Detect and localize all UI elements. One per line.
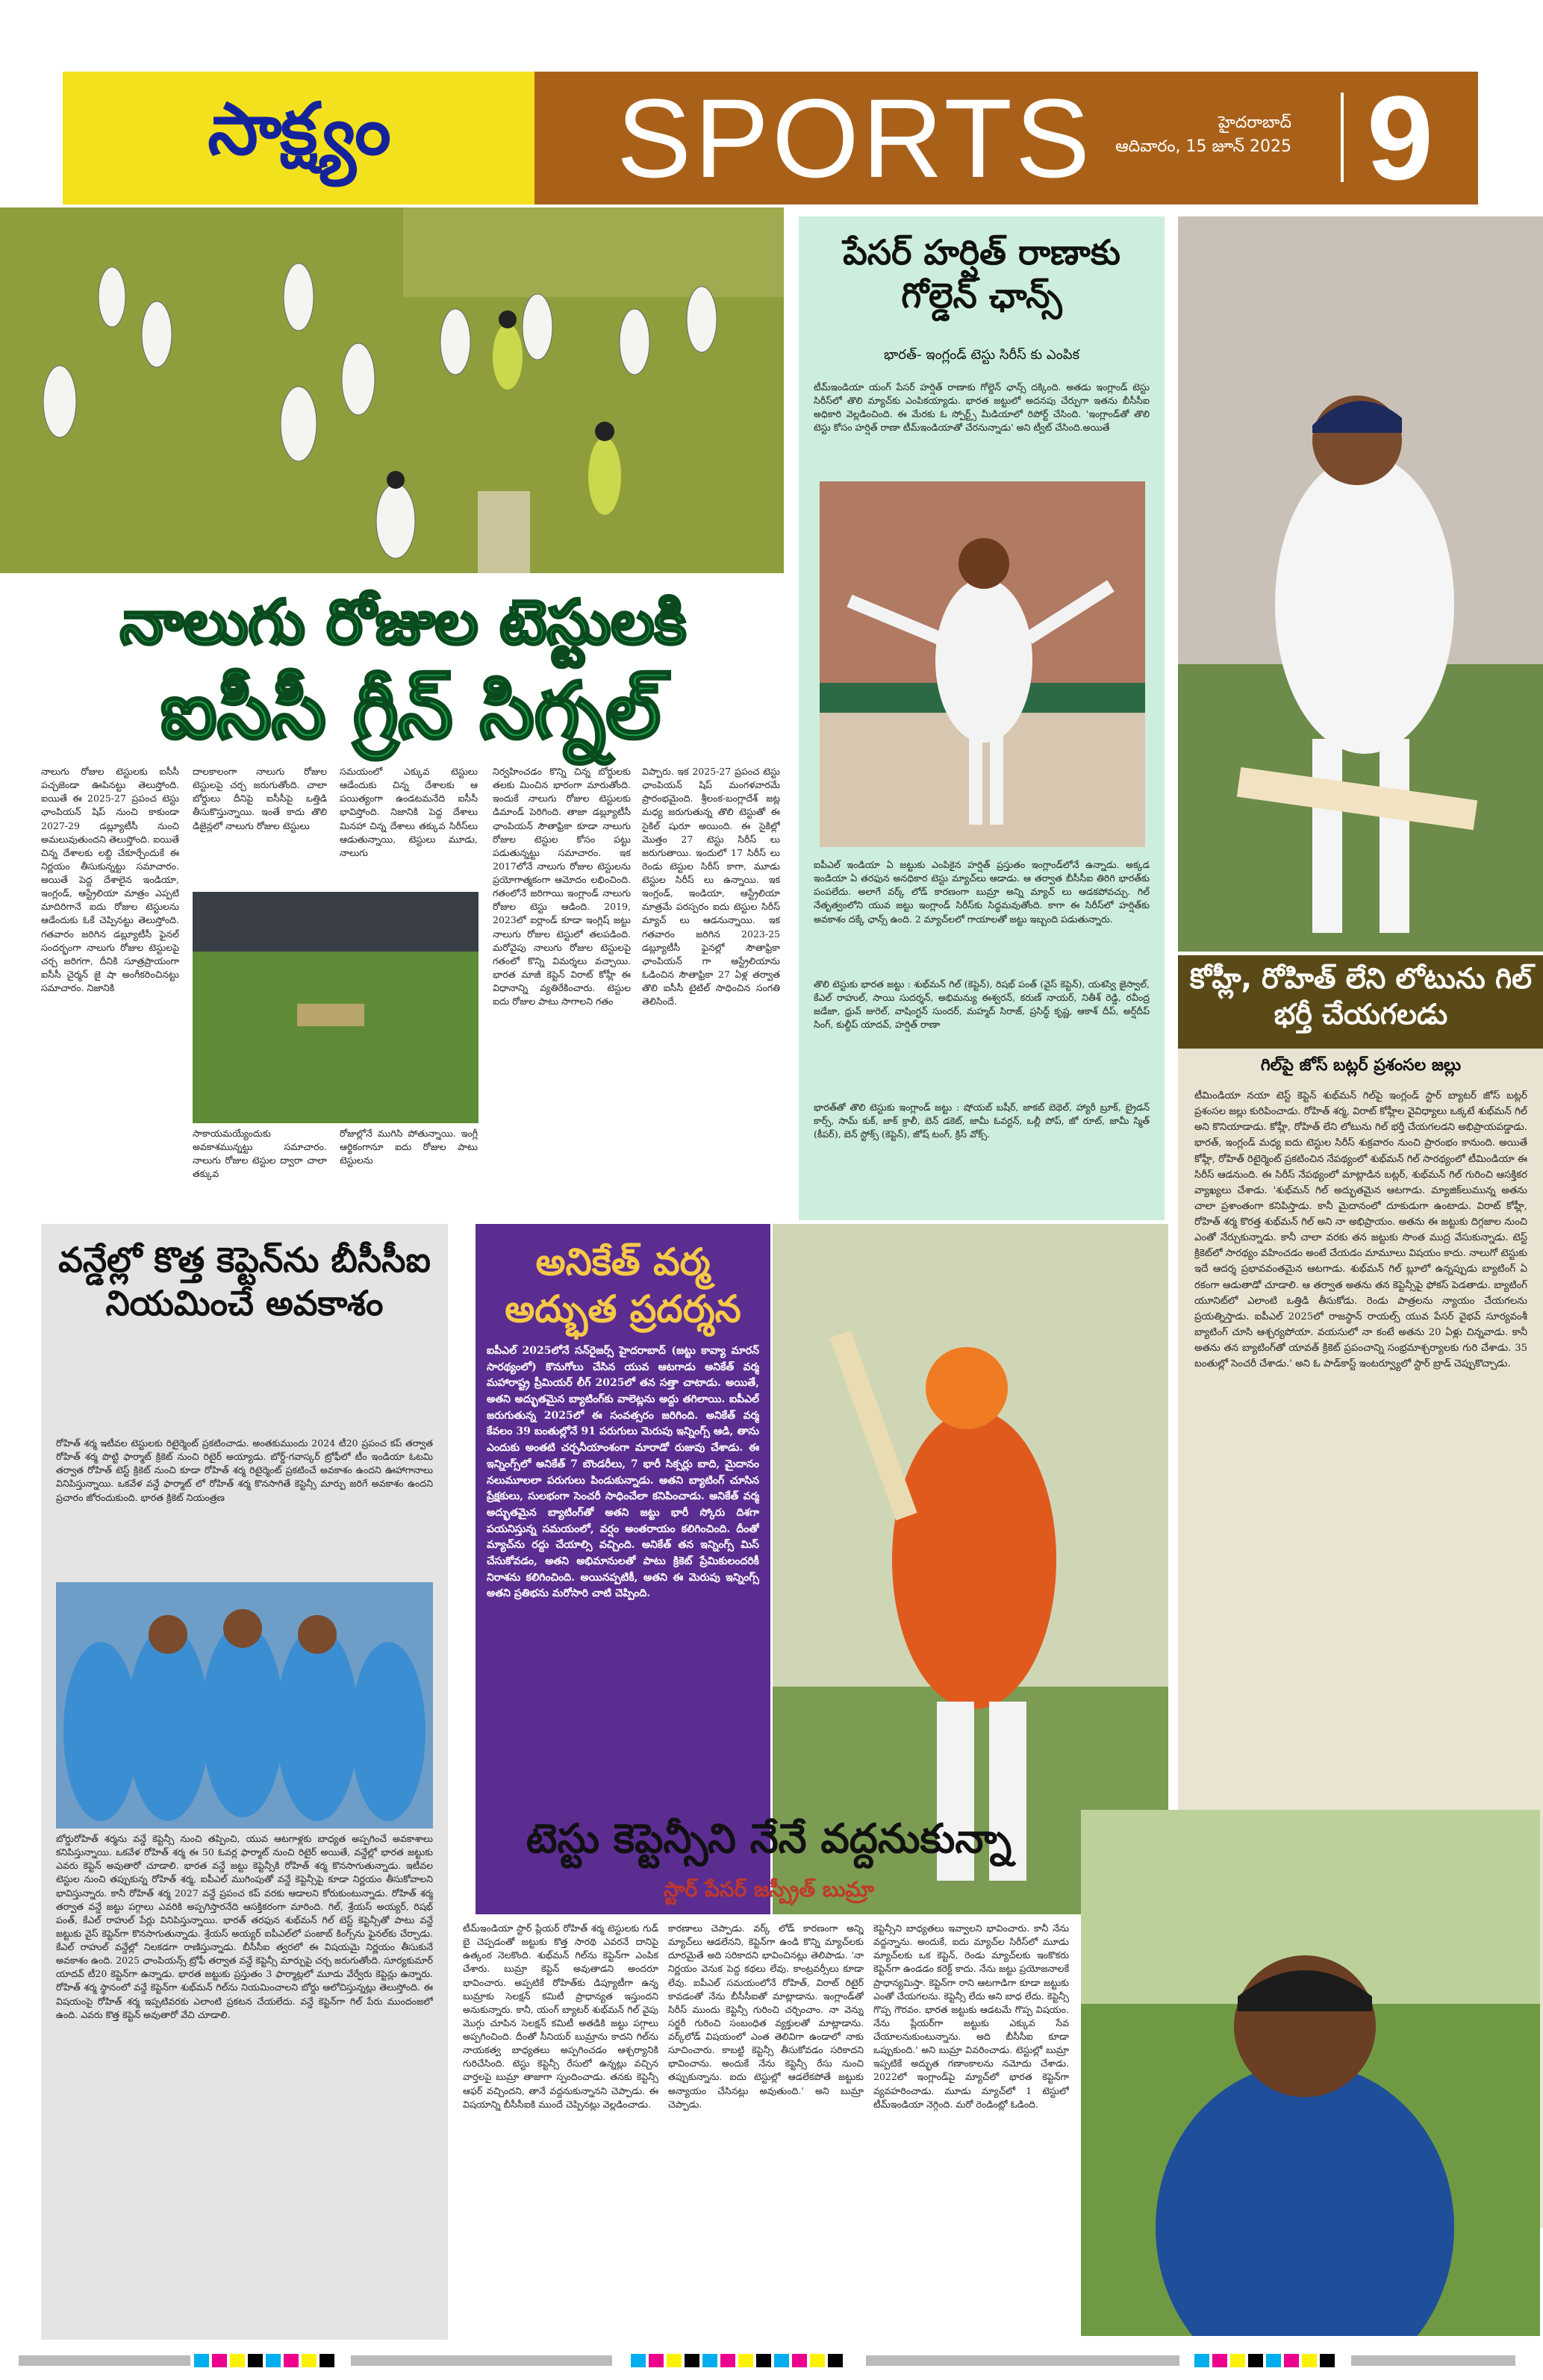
lead-story-col3b: రోజుల్లోనే ముగిసి పోతున్నాయి. ఇంగ్లీ ఆర్థికంగానూ ఐదు రోజుల పాటు టెస్టులను bbox=[340, 1128, 478, 1166]
lead-story-col1: నాలుగు రోజుల టెస్టులకు ఐసీసీ పచ్చజెండా ఊపినట్టు తెలుస్తోంది. ఐయితే ఈ 2025-27 ప్రపంచ టెస్టు ఛాంపియన్ షిప్ నుంచి కాకుండా 2027-29 డబ్ల్యూటీసీ నుంచి అమలువుతుందని తెలుస్తోంది. ఐయితే చిన్న దేశాలకు లబ్ది చేకూర్చేందుకే ఈ నిర్ణయం తీసుకున్నట్టు సమాచారం. అయితే పెద్ద దేశాలైన ఇండియా, ఇంగ్లండ్, ఆస్ట్రేలియా మాత్రం ఎప్పటి మాదిరిగానే ఐదు రోజుల టెస్టులను ఆడేందుకు ఓకే చెప్పినట్టు తెలుస్తోంది. గతవారం జరిగిన డబ్ల్యూటీసీ ఫైనల్ సందర్భంగా నాలుగు రోజుల టెస్టులపై చర్చ జరిగగా, దీనికి సూత్రప్రాయంగా ఐసీసీ చైర్మన్ జై షా అంగీకరించినట్టు సమాచారం. నిజానికి bbox=[41, 766, 179, 993]
bumrah-col1: టీమ్ఇండియా స్టార్ ప్లేయర్ రోహిత్ శర్మ టెస్టులకు గుడ్ బై చెప్పడంతో జట్టుకు కొత్త సారథి ఎవరనే దానిపై ఉత్కంఠ నెలకొంది. శుభ్‌మన్ గిల్‌ను కెప్టెన్‌గా ఎంపిక చేశారు. బుమ్రా కెప్టెన్ అవుతాడని అందరూ భావించారు. అప్పటికే రోహిత్‌కు డిప్యూటీగా ఉన్న బుమ్రాకు సెలక్షన్ కమిటీ ప్రాధాన్యత ఇస్తుందని అనుకున్నారు. కానీ, యంగ్ బ్యాటర్ శుభ్‌మన్ గిల్ వైపు మొగ్గు చూపిన సెలక్షన్ కమిటీ అతడికి జట్టు పగ్గాలు అప్పగించింది. దీంతో సీనియర్ బుమ్రాను కాదని గిల్‌ను నాయకత్వ బాధ్యతలు అప్పగించడం ఆశ్చర్యానికి గురిచేసింది. టెస్టు కెప్టెన్సీ రేసులో ఉన్నట్లు వచ్చిన వార్తలపై బుమ్రా తాజాగా స్పందించాడు. తనకు కెప్టెన్సీ ఆఫర్ వచ్చిందని, తానే వద్దనుకున్నానని చెప్పాడు. ఈ విషయాన్ని బీసీసీఐకి ముందే చెప్పినట్లు వెల్లడించాడు. bbox=[463, 1923, 658, 2110]
edition-city: హైదరాబాద్ bbox=[1218, 113, 1291, 132]
registration-bar-right bbox=[1351, 2355, 1515, 2366]
print-registration-marks bbox=[0, 2343, 1543, 2373]
section-title: SPORTS bbox=[617, 75, 1094, 201]
color-swatch-bar-left bbox=[194, 2354, 337, 2367]
batsman-illustration bbox=[1178, 216, 1543, 952]
harshit-squad: తొలి టెస్టుకు భారత జట్టు : శుభ్‌మన్ గిల్ (కెప్టెన్), రిషభ్ పంత్ (వైస్ కెప్టెన్), యశస్వి జైస్వాల్, కేఎల్ రాహుల్, సాయి సుదర్శన్, అభిమన్యు ఈశ్వరన్, కరుణ్ నాయర్, నితీశ్ రెడ్డి, రవీంద్ర జడేజా, ధ్రువ్ జురెల్, వాషింగ్టన్ సుందర్, మహ్మద్ సిరాజ్, ప్రసిద్ధ్ కృష్ణ, ఆకాశ్ దీప్, అర్ష్‌దీప్ సింగ్, కుల్దీప్ యాదవ్, హర్షిత్ రాణా bbox=[814, 978, 1150, 1031]
gill-subhead: గిల్‌పై జోస్ బట్లర్ ప్రశంసల జల్లు bbox=[1260, 1056, 1462, 1075]
harshit-headline: పేసర్ హర్షిత్ రాణాకు గోల్డెన్ ఛాన్స్ bbox=[843, 232, 1120, 316]
registration-bar-mid-left bbox=[351, 2355, 612, 2366]
color-swatch-bar-right bbox=[1194, 2354, 1338, 2367]
section-band bbox=[534, 72, 1478, 204]
team-huddle-photo bbox=[56, 1582, 433, 1828]
page-number: 9 bbox=[1367, 71, 1433, 204]
harshit-intro: టీమ్ఇండియా యంగ్ పేసర్ హర్షిత్ రాణాకు గోల్డెన్ ఛాన్స్ దక్కింది. అతడు ఇంగ్లాండ్ టెస్టు సిరీస్‌లో తొలి మ్యాచ్‌కు ఎంపికయ్యాడు. భారత జట్టులో అదనపు చేర్పుగా ఇతను బీసీసీఐ అధికారి వెల్లడించింది. ఈ మేరకు ఓ స్పోర్ట్స్ మీడియాలో రిపోర్ట్ చేసింది. 'ఇంగ్లాండ్‌తో తొలి టెస్టు కోసం హర్షిత్ రాణా టీమ్‌ఇండియాతో చేరనున్నాడు' అని ట్వీట్ చేసింది.అయితే bbox=[814, 381, 1150, 434]
bumrah-photo bbox=[1081, 1810, 1540, 2336]
bumrah-col2: కారణాలు చెప్పాడు. వర్క్‌ లోడ్ కారణంగా అన్ని మ్యాచ్‌లు ఆడలేనని, కెప్టెన్‌గా ఉండి కొన్ని మ్యాచ్‌లకు దూరమైతే అది సరికాదని భావించినట్లు తెలిపాడు. 'నా నిర్ణయం వెనుక పెద్ద కథలు లేవు. కాంట్రవర్సీలు కూడా లేవు. ఐపీఎల్ సమయంలోనే రోహిత్, విరాట్ రిటైర్ కావడంతో నేను బీసీసీఐతో మాట్లాడాను. ఇంగ్లాండ్‌తో సిరీస్ ముందు కెప్టెన్సీ గురించి చర్చించాం. నా వెన్ను సర్జరీ గురించి సంబంధిత వ్యక్తులతో మాట్లాడాను. వర్క్‌లోడ్ విషయంలో ఎంత తెలివిగా ఉండాలో నాకు సూచించారు. కాబట్టి కెప్టెన్సీ తీసుకోవడం సరికాదని భావించాను. అందుకే నేను కెప్టెన్సీ రేసు నుంచి తప్పుకున్నాను. ఐదు టెస్టుల్లో ఆడలేకపోతే జట్టుకు అన్యాయం చేసినట్లు అవుతుంది.' అని బుమ్రా చెప్పాడు. bbox=[668, 1923, 864, 2110]
gill-body: టీమిండియా నయా టెస్ట్ కెప్టెన్ శుభ్‌మన్ గిల్‌పై ఇంగ్లండ్ స్టార్ బ్యాటర్ జోస్ బట్లర్ ప్రశంసల జల్లు కురిపించాడు. రోహిత్ శర్మ, విరాట్ కోహ్లీల వైవిధ్యాలు ఒక్కటే శుభ్‌మన్ గిల్ అని కొనియాడాడు. కోహ్లీ, రోహిత్ లేని లోటును గిల్ భర్తీ చేయగలడని అభిప్రాయపడ్డాడు. భారత్, ఇంగ్లండ్ మధ్య ఐదు టెస్టుల సిరీస్ శుక్రవారం నుంచి ప్రారంభం కానుంది. అయితే కోహ్లీ, రోహిత్ రిటైర్మెంట్ ప్రకటించిన నేపథ్యంలో శుభ్‌మన్ గిల్ సారథ్యంలో టీమిండియా ఈ సిరీస్ ఆడనుంది. ఈ సిరీస్ నేపథ్యంలో మాట్లాడిన బట్లర్, శుభ్‌మన్ గిల్ గురించి ఆసక్తికర వ్యాఖ్యలు చేశాడు. 'శుభ్‌మన్ గిల్ అద్భుతమైన ఆటగాడు. మ్యాజిక్‌లుమున్న అతను చాలా ప్రశాంతంగా కనిపిస్తాడు. కానీ మైదానంలో దూకుడుగా ఉంటాడు. విరాట్ కోహ్లీ, రోహిత్ శర్మ కొరత్త శుభ్‌మన్ గిల్ అని నా అభిప్రాయం. అతను ఈ జట్టుకు దిగ్గజాల నుంచి ఎంతో నేర్చుకున్నాడు. కానీ చాలా వరకు తన జట్టుకు సొంత ముద్ర వేసుకున్నాడు. టెస్ట్ క్రికెట్‌లో సారథ్యం వహించడం అంటే చేయడం మామూలు విషయం కాదు. నాలుగో టెస్టుకు ఇదే ఆదర్శ ప్రభావవంతమైన ఆటగాడు. శుభ్‌మన్ గిల్ బ్లూలో ఉన్నప్పుడు బ్యాటింగ్ ఏ రకంగా ఆడుతాడో చూడాలి. ఆ తర్వాత అతను తన కెప్టెన్సీపై ఫోకస్ పెడతాడు. బ్యాటింగ్ యూనిట్‌లో ఎలాంటి ఒత్తిడి తీసుకోడు. రెండు పాత్రలను న్యాయం చేయగలను ప్రయత్నిస్తాడు. ఐపీఎల్ 2025లో రాజస్థాన్ రాయల్స్ యువ పేసర్ వైభవ్ సూర్యవంశీ బ్యాటింగ్ చూసి ఆశ్చర్యపోయా. వయసులో నా కంటే అతను 20 ఏళ్లు చిన్నవాడు. కానీ అతను తన బ్యాటింగ్‌తో యావత్ క్రికెట్ ప్రపంచాన్ని సంభ్రమాశ్చర్యాలకు గురి చేశాడు. 35 బంతుల్లో సెంచరీ చేశాడు.' అని ఓ పాడ్‌కాస్ట్ ఇంటర్వ్యూలో స్టార్ బ్రాడ్ చెప్పుకొచ్చాడు. bbox=[1194, 1090, 1527, 1370]
odi-captain-headline: వన్డేల్లో కొత్త కెప్టెన్‌ను బీసీసీఐ నియమించే అవకాశం bbox=[58, 1240, 431, 1323]
odi-captain-body1: రోహిత్ శర్మ ఇటీవల టెస్టులకు రిటైర్మెంట్ ప్రకటించాడు. అంతకుముందు 2024 టీ20 ప్రపంచ కప్ తర్వాత రోహిత్ శర్మ పొట్టి ఫార్మాట్ క్రికెట్ నుంచి రిటైర్ అయ్యాడు. బోర్డ్-గవాస్కర్ ట్రోఫీలో టీం ఇండియా ఓటమి తర్వాత రోహిత్ టెస్ట్ క్రికెట్ నుంచి కూడా రోహిత్ శర్మ రిటైర్మెంట్ ప్రకటించే అవకాశం ఉందని ఊహాగానాలు వినిపిస్తున్నాయి. ఒకవేళ వన్డే ఫార్మాట్ లో రోహిత్ శర్మ కొనసాగితే కెప్టెన్సీ మార్పు జరిగే అవకాశం ఉందని ప్రచారం జోరందుకుంది. భారత క్రికెట్ నియంత్రణ bbox=[56, 1437, 433, 1503]
lead-headline-line1: నాలుగు రోజుల టెస్టులకి bbox=[119, 587, 687, 658]
newspaper-logo: సాక్ష్యం bbox=[63, 72, 534, 204]
bumrah-headline: టెస్టు కెప్టెన్సీని నేనే వద్దనుకున్నా bbox=[526, 1815, 1012, 1862]
team-huddle-illustration bbox=[56, 1582, 433, 1828]
harshit-subhead: భారత్- ఇంగ్లండ్ టెస్టు సిరీస్ కు ఎంపిక bbox=[884, 347, 1079, 363]
lead-story-col5: విప్పారు. ఇక 2025-27 ప్రపంచ టెస్టు ఛాంపియన్ షిప్ మంగళవారమే ప్రారంభమైంది. శ్రీలంక-బంగ్లాదేశ్ జట్ల మధ్య జరుగుతున్న తొలి టెస్టుతో ఈ సైకిల్ షురూ అయింది. ఈ సైకిల్లో మొత్తం 27 టెస్టు సిరీస్ లు జరుగుతాయి. ఇందులో 17 సిరీస్ లు రెండు టెస్టుల సిరీస్ కాగా, మూడు టెస్టుల సిరీస్ లు ఉన్నాయి. ఇక ఇంగ్లండ్, ఇండియా, ఆస్ట్రేలియా మాత్రమే పరస్పరం ఐదు టెస్టుల సిరీస్ మ్యాచ్ లు ఆడనున్నాయి. ఇక గతవారం జరిగిన 2023-25 డబ్ల్యూటీసీ ఫైనల్లో సౌతాఫ్రికా ఛాంపియన్ గా ఆస్ట్రేలియాను ఓడించిన సౌతాఫ్రికా 27 ఏళ్ల తర్వాత తొలి ఐసీసీ టైటిల్ సాధించిన సంగతి తెలిసిందే. bbox=[642, 766, 780, 1008]
odi-captain-body2: బోర్డురోహిత్ శర్మను వన్డే కెప్టెన్సీ నుంచి తప్పించి, యువ ఆటగాళ్లకు బాధ్యత అప్పగించే అవకాశాలు కనిపిస్తున్నాయి. ఒకవేళ రోహిత్ శర్మ ఈ 50 ఓవర్ల ఫార్మాట్ నుంచి రిటైర్ అయితే, వన్డేల్లో భారత జట్టుకు ఎవరు కెప్టెన్ అవుతారో చూడాలి. భారత వన్డే జట్టు కెప్టెన్సీకి రోహిత్ శర్మ కొనసాగుతున్నాడు. ఇటీవల టెస్టుల నుంచి తప్పుకున్న రోహిత్ శర్మ, ఐపీఎల్ ముగింపుతో వన్డే కెప్టెన్సీపై కూడా నిర్ణయం తీసుకోవాలని భావిస్తున్నారు. కానీ రోహిత్ శర్మ 2027 వన్డే ప్రపంచ కప్ వరకు ఆడాలని కోరుకుంటున్నాడు. రోహిత్ శర్మ తర్వాత వన్డే జట్టు పగ్గాలు ఎవరికి అప్పగిస్తారనేది ఆసక్తికరంగా మారింది. గిల్, శ్రేయస్ అయ్యర్, రిషభ్ పంత్, కేఎల్ రాహుల్ పేర్లు వినిపిస్తున్నాయి. భారత్ తరఫున శుభ్‌మన్ గిల్ టెస్ట్ కెప్టెన్సీతో పాటు వన్డే జట్టుకు వైస్ కెప్టెన్‌గా కొనసాగుతున్నాడు. శ్రేయస్ అయ్యర్ ఐపీఎల్‌లో పంజాబ్ కింగ్స్‌ను ఫైనల్‌కు చేర్చాడు. కేఎల్ రాహుల్ వన్డేల్లో నిలకడగా రాణిస్తున్నాడు. బీసీసీఐ త్వరలో ఈ విషయమై నిర్ణయం తీసుకునే అవకాశం ఉంది. 2025 ఛాంపియన్స్ ట్రోఫీ తర్వాత వన్డే కెప్టెన్సీ మార్పుపై చర్చ జరుగుతోంది. సూర్యకుమార్ యాదవ్ టీ20 కెప్టెన్‌గా ఉన్నాడు. భారత జట్టుకు ప్రస్తుతం 3 ఫార్మాట్లలో మూడు వేర్వేరు కెప్టెన్లు ఉన్నారు. రోహిత్ శర్మ స్థానంలో వన్డే కెప్టెన్‌గా శుభ్‌మన్ గిల్‌ను నియమించాలని బోర్డు ఆలోచిస్తున్నట్లు తెలుస్తోంది. ఈ విషయంపై రోహిత్ శర్మ ఇప్పటివరకు ఎలాంటి ప్రకటన చేయలేదు. వన్డే కెప్టెన్‌గా గిల్ పేరు ముందంజలో ఉంది. ఎవరు కొత్త కెప్టెన్ అవుతారో వేచి చూడాలి. bbox=[56, 1833, 433, 2020]
harshit-squad-eng: భారత్‌తో తొలి టెస్టుకు ఇంగ్లాండ్ జట్టు : షోయబ్ బషీర్, జాకబ్ బెథెల్, హ్యారీ బ్రూక్, బ్రైడన్ కార్స్, సామ్ కుక్, జాక్ క్రాలీ, బెన్ డకెట్, జామీ ఓవర్టన్, ఒల్లీ పోప్, జో రూట్, జామీ స్మిత్ (కీపర్), బెన్ స్టోక్స్ (కెప్టెన్), జోష్ టంగ్, క్రిస్ వోక్స్. bbox=[814, 1102, 1150, 1140]
cricket-celebration-illustration bbox=[0, 207, 784, 573]
harshit-photo bbox=[820, 481, 1145, 847]
masthead bbox=[63, 72, 1478, 204]
stadium-illustration bbox=[193, 892, 479, 1123]
lead-photo-celebration bbox=[0, 207, 784, 573]
aniket-body: ఐపీఎల్ 2025లోనే సన్‌రైజర్స్ హైదరాబాద్ (జట్టు కావ్యా మారన్ సారథ్యంలో) కొనుగోలు చేసిన యువ ఆటగాడు అనికేత్ వర్మ మహారాష్ట్ర ప్రీమియర్ లీగ్ 2025లో తన సత్తా చాటాడు. అయితే, అతని అద్భుతమైన బ్యాటింగ్‌కు వాలెట్లను అద్దు తగిలాయి. ఐపీఎల్ జరుగుతున్న 2025లో ఈ సంవత్సరం జరిగింది. అనికేత్ వర్మ కేవలం 39 బంతుల్లోనే 91 పరుగులు మెరుపు ఇన్నింగ్స్ ఆడి, తాను ఎందుకు అంతటి చర్చనీయాంశంగా మారాడో రుజువు చేశాడు. ఈ ఇన్నింగ్స్‌లో అనికేత్ 7 బౌండరీలు, 7 భారీ సిక్సర్లు బాది, మైదానం నలుమూలలా పరుగులు పిండుకున్నాడు. అతని బ్యాటింగ్ చూసిన ప్రేక్షకులు, సులభంగా సెంచరీ సాధించేలా కనిపించాడు. అనికేత్ వర్మ అద్భుతమైన బ్యాటింగ్‌తో అతని జట్టు భారీ స్కోరు దిశగా పయనిస్తున్న సమయంలో, వర్షం అంతరాయం కలిగించింది. దీంతో మ్యాచ్‌ను రద్దు చేయాల్సి వచ్చింది. అనికేత్ తన ఇన్నింగ్స్ మిస్ చేసుకోవడం, అతని అభిమానులతో పాటు క్రికెట్ ప్రేమికులందరికీ నిరాశను కలిగించింది. అయినప్పటికీ, అతని ఈ మెరుపు ఇన్నింగ్స్ అతని ప్రతిభను మరోసారి చాటి చెప్పింది. bbox=[487, 1345, 759, 1600]
gill-photo bbox=[1178, 216, 1543, 952]
registration-bar-left bbox=[19, 2355, 190, 2366]
lead-story-col2b: సాకాయమయ్యేందుకు అవకాశమున్నట్టు సమాచారం. నాలుగు రోజుల టెస్టుల ద్వారా చాలా తక్కువ bbox=[193, 1128, 327, 1180]
bowler-illustration bbox=[820, 481, 1145, 847]
bowler-portrait-illustration bbox=[1081, 1810, 1540, 2336]
gill-headline: కోహ్లీ, రోహిత్ లేని లోటును గిల్ భర్తీ చేయగలడు bbox=[1189, 962, 1533, 1031]
lead-story-col2: దాలకాలంగా నాలుగు రోజుల టెస్టులపై చర్చ జరుగుతోంది. చాలా బోర్డులు దీనిపై ఐసీసీపై ఒత్తిడి తీసుకొస్తున్నాయి. ఇంతే కాదు తొలి డిజైన్లలో నాలుగు రోజుల టెస్టులు bbox=[193, 766, 327, 831]
lead-headline-line2: ఐసీసీ గ్రీన్ సిగ్నల్ bbox=[160, 665, 661, 756]
masthead-divider bbox=[1341, 93, 1344, 182]
bumrah-col3: కెప్టెన్సీని బాధ్యతలు ఇవ్వాలని భావించారు. కానీ నేను వద్దన్నాను. అందుకే, ఐదు మ్యాచ్‌ల సిరీస్‌లో మూడు మ్యాచ్‌లకు ఒక కెప్టెన్, రెండు మ్యాచ్‌లకు ఇంకొకరు కెప్టెన్‌గా ఉండడం కరెక్ట్ కాదు. నేను జట్టు ప్రయోజనాలకే ప్రాధాన్యమిస్తా. కెప్టెన్‌గా రాని ఆటగాడిగా కూడా జట్టుకు ఎంతో చేయగలను. కెప్టెన్సీ లేదు అని బాధ లేదు. కెప్టెన్సీ గొప్ప గౌరవం. భారత జట్టుకు ఆడటమే గొప్ప విషయం. నేను ప్లేయర్‌గా జట్టుకు ఎక్కువ సేవ చేయాలనుకుంటున్నాను. అది బీసీసీఐ కూడా ఒప్పుకుంది.' అని బుమ్రా వివరించాడు. టెస్టుల్లో బుమ్రా ఇప్పటికే అద్భుత గణాంకాలను నమోదు చేశాడు. 2022లో ఇంగ్లాండ్‌పై మ్యాచ్‌లో భారత కెప్టెన్‌గా వ్యవహరించాడు. మూడు మ్యాచ్‌లో 1 టెస్టులో టీమ్‌ఇండియా నెగ్గింది. మరో రెండింట్లో ఓడింది. bbox=[873, 1923, 1069, 2110]
harshit-body: ఐపీఎల్ ఇండియా ఏ జట్టుకు ఎంపికైన హర్షిత్ ప్రస్తుతం ఇంగ్లాండ్‌లోనే ఉన్నాడు. అక్కడ ఇండియా ఏ తరఫున అనధికార టెస్టు మ్యాచ్‌లు ఆడాడు. ఆ తర్వాత బీసీసీఐ తిరిగి భారత్‌కు పంపలేదు. అలాగే వర్క్ లోడ్ కారణంగా బుమ్రా అన్ని మ్యాచ్ లు ఆడకపోవచ్చు. గిల్ నేతృత్వంలోని యువ జట్టు ఇంగ్లాండ్ సిరీస్‌కు సిద్ధమవుతోంది. కాగా ఈ సిరీస్‌లో హర్షిత్‌కు అవకాశం దక్కే ఛాన్స్ ఉంది. 2 మ్యాచ్‌లలో గాయాలతో జట్టు ఇబ్బంది పడుతున్నారు. bbox=[814, 859, 1150, 925]
bumrah-subhead: స్టార్ పేసర్ జస్ప్రీత్ బుమ్రా bbox=[663, 1877, 875, 1902]
lead-story-col4: నిర్వహించడం కొన్ని చిన్న బోర్డులకు తలకు మించిన భారంగా మారుతోంది. ఇందుకే నాలుగు రోజుల టెస్టులకు డిమాండ్ పెరిగింది. తాజా డబ్ల్యూటీసీ ఛాంపియన్ సౌతాఫ్రికా కూడా నాలుగు రోజుల టెస్టుల కోసం పట్టు పడుతున్నట్టు సమాచారం. ఇక 2017లోనే నాలుగు రోజుల టెస్టులను ప్రయోగాత్మకంగా ఆమోదం లభించింది. గతంలోనే జరిగాయి ఇంగ్లాండ్ నాలుగు రోజుల టెస్టు ఆడింది. 2019, 2023లో ఐర్లాండ్ కూడా ఇంగ్లిష్ జట్టు నాలుగు రోజుల టెస్టులో తలపడింది. మరోవైపు నాలుగు రోజుల టెస్టులపై గతంలో కొన్ని విమర్శలు వచ్చాయి. భారత మాజీ కెప్టెన్ విరాట్ కోహ్లీ ఈ విధానాన్ని వ్యతిరేకించారు. టెస్టుల ఐదు రోజుల పాటు సాగాలని గతం bbox=[493, 766, 631, 1008]
registration-bar-mid-right bbox=[866, 2355, 1179, 2366]
stadium-photo bbox=[193, 892, 479, 1123]
aniket-headline: అనికేత్ వర్మ అద్భుత ప్రదర్శన bbox=[505, 1240, 741, 1331]
edition-date: ఆదివారం, 15 జూన్ 2025 bbox=[1115, 137, 1291, 156]
color-swatch-bar-center bbox=[631, 2354, 846, 2367]
lead-story-col3: సమయంలో ఎక్కువ టెస్టులు ఆడేందుకు చిన్న దేశాలకు ఆ పయిత్యంగా ఉండటమనేది ఐసీసీ భావిస్తోంది. నిజానికి పెద్ద దేశాలు మినహా చిన్న దేశాలు తక్కువ సిరీస్‌లు ఆడుతున్నాయి, టెస్టులు మూడు, నాలుగు bbox=[340, 766, 478, 858]
